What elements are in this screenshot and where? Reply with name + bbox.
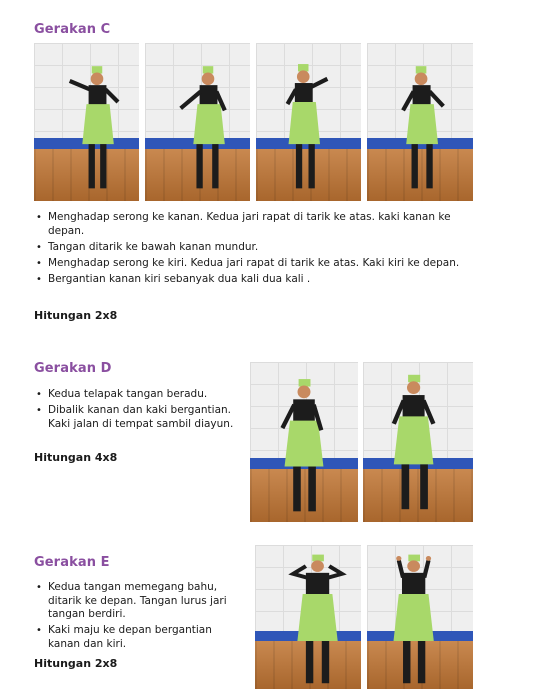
photo-gerakan-c-1 <box>34 43 139 201</box>
section-title-gerakan-d: Gerakan D <box>34 361 112 376</box>
photo-gerakan-c-2 <box>145 43 250 201</box>
list-item: • Dibalik kanan dan kaki bergantian. Kaki jalan di tempat sambil diayun. <box>34 404 234 431</box>
bullet-list-gerakan-e <box>34 581 239 654</box>
dancer-figure <box>250 362 358 522</box>
list-item: • Kedua tangan memegang bahu, ditarik ke depan. Tangan lurus jari tangan berdiri. <box>34 581 239 622</box>
dancer-figure <box>145 43 250 201</box>
photo-gerakan-c-3 <box>256 43 361 201</box>
count-gerakan-d: Hitungan 4x8 <box>34 451 118 464</box>
list-item: • Bergantian kanan kiri sebanyak dua kali dua kali . <box>34 273 474 287</box>
photo-gerakan-c-4 <box>367 43 473 201</box>
dancer-figure <box>367 43 473 201</box>
photo-gerakan-d-2 <box>363 362 473 522</box>
count-gerakan-e: Hitungan 2x8 <box>34 657 118 670</box>
dancer-figure <box>363 362 473 522</box>
dancer-figure <box>256 43 361 201</box>
section-title-gerakan-e: Gerakan E <box>34 555 110 570</box>
dancer-figure <box>255 545 361 689</box>
list-item: • Tangan ditarik ke bawah kanan mundur. <box>34 241 474 255</box>
count-gerakan-c: Hitungan 2x8 <box>34 309 118 322</box>
dancer-figure <box>367 545 473 689</box>
section-title-gerakan-c: Gerakan C <box>34 22 111 37</box>
dancer-figure <box>34 43 139 201</box>
list-item: • Menghadap serong ke kanan. Kedua jari rapat di tarik ke atas. kaki kanan ke depan. <box>34 211 474 238</box>
bullet-list-gerakan-d <box>34 388 234 434</box>
photo-gerakan-e-2 <box>367 545 473 689</box>
photo-gerakan-d-1 <box>250 362 358 522</box>
bullet-list-gerakan-c <box>34 211 474 289</box>
list-item: • Menghadap serong ke kiri. Kedua jari rapat di tarik ke atas. Kaki kiri ke depan. <box>34 257 474 271</box>
list-item: • Kedua telapak tangan beradu. <box>34 388 234 402</box>
list-item: • Kaki maju ke depan bergantian kanan dan kiri. <box>34 624 239 651</box>
photo-gerakan-e-1 <box>255 545 361 689</box>
